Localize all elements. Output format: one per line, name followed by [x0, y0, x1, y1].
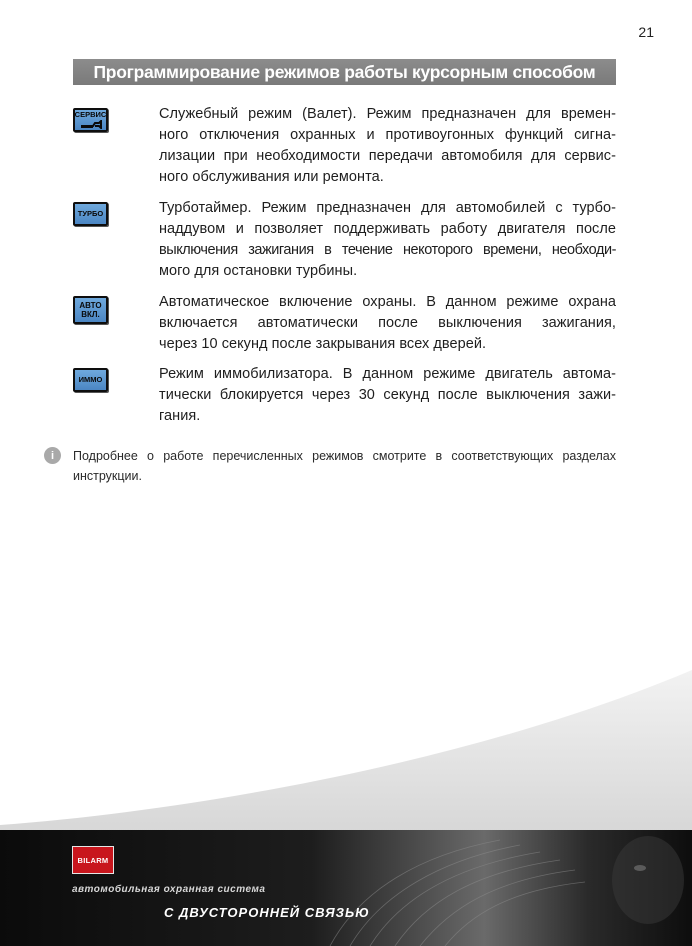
auto-arm-mode-description — [159, 292, 616, 355]
immo-button-label: ИММО — [78, 375, 103, 384]
text-line: гания. — [159, 408, 201, 424]
service-mode-button — [73, 108, 108, 132]
service-mode-description — [159, 104, 616, 188]
immobilizer-mode-description — [159, 364, 616, 427]
text-line: Служебный режим (Валет). Режим предназначен для времен- — [159, 106, 616, 122]
info-icon: i — [44, 447, 61, 464]
turbo-mode-button — [73, 202, 108, 226]
text-line: включается автоматически после выключения зажигания, — [159, 315, 616, 331]
auto-button-label-line-1: АВТО — [79, 301, 102, 310]
footer-banner — [0, 640, 692, 946]
text-line: через 10 секунд после закрывания всех дверей. — [159, 336, 487, 352]
text-line: Турботаймер. Режим предназначен для автомобилей с турбо- — [159, 200, 616, 216]
note-text — [73, 446, 616, 486]
brand-tagline: автомобильная охранная система — [72, 884, 266, 895]
text-line: Режим иммобилизатора. В данном режиме двигатель автома- — [159, 366, 616, 382]
auto-arm-mode-button — [73, 296, 108, 324]
brand-slogan: С ДВУСТОРОННЕЙ СВЯЗЬЮ — [164, 905, 370, 920]
text-line: ного обслуживания или ремонта. — [159, 169, 384, 185]
text-line: инструкции. — [73, 469, 142, 483]
wrench-icon — [80, 120, 102, 129]
text-line: мого для остановки турбины. — [159, 263, 358, 279]
turbo-button-label: ТУРБО — [77, 209, 104, 218]
text-line: Подробнее о работе перечисленных режимов смотрите в соответствующих разделах — [73, 449, 616, 463]
page-number: 21 — [638, 24, 654, 40]
service-button-label: СЕРВИС — [74, 110, 107, 119]
text-line: ного отключения охранных и противоугонных функций сигна- — [159, 127, 616, 143]
brand-logo: BILARM — [72, 846, 114, 874]
turbo-mode-description — [159, 198, 616, 282]
immobilizer-mode-button — [73, 368, 108, 392]
text-line: наддувом и позволяет поддерживать работу двигателя после — [159, 221, 616, 237]
section-title: Программирование режимов работы курсорным способом — [73, 59, 616, 85]
text-line: выключения зажигания в течение некоторого времени, необходи- — [159, 242, 616, 258]
text-line: лизации при необходимости передачи автомобиля для сервис- — [159, 148, 616, 164]
text-line: тически блокируется через 30 секунд после выключения зажи- — [159, 387, 616, 403]
text-line: Автоматическое включение охраны. В данном режиме охрана — [159, 294, 616, 310]
auto-button-label-line-2: ВКЛ. — [81, 310, 100, 319]
